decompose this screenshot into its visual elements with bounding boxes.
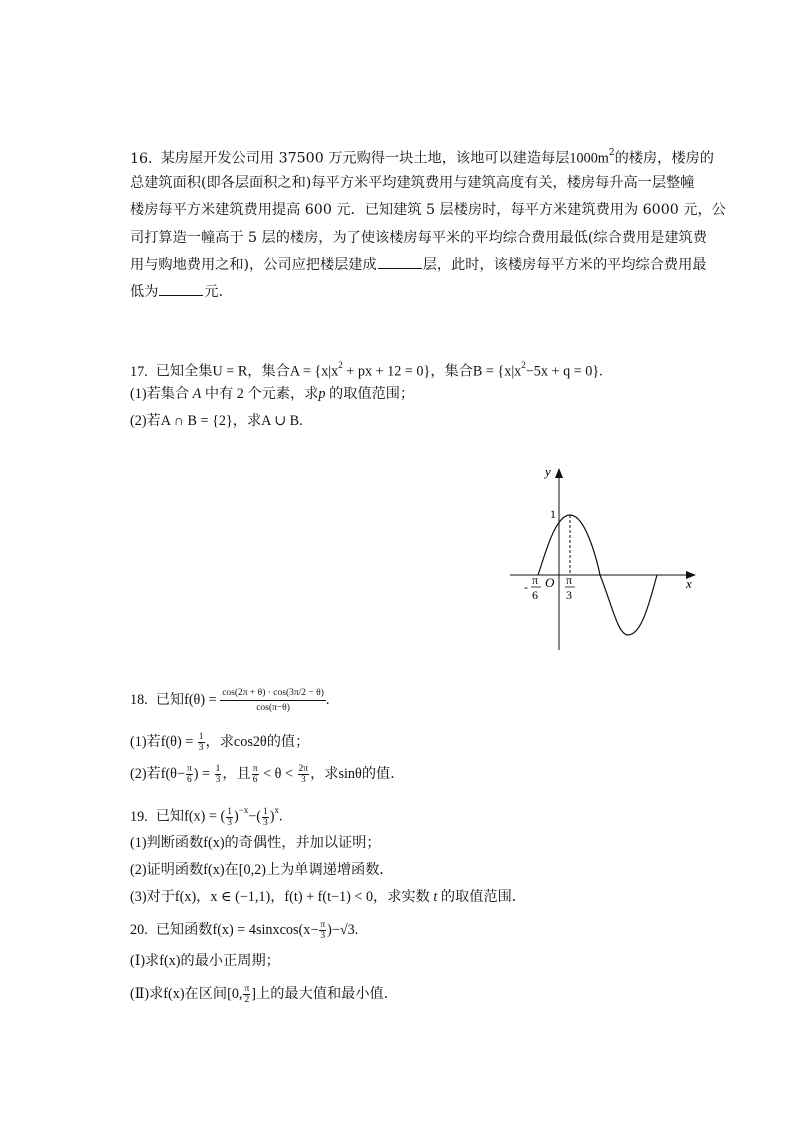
f-theta-fraction: $\frac{\cos(2\pi + \theta) \cdot \cos(3\pi/2 - \theta)}{\cos(\pi-\theta)}$ [222,688,324,714]
q17-line-3: (2)若A ∩ B = {2}，求A ∪ B. [130,413,303,429]
y-axis-label: y [545,464,551,479]
q19-line-3: (2)证明函数f(x)在[0,2)上为单调递增函数． [130,862,394,878]
q20-line-3: (Ⅱ)求f(x)在区间[0, $\frac{\pi}{2}$ ]上的最大值和最小值． [130,984,398,1006]
q18-line-2: (1)若f(θ) = $\frac{1}{3}$ ，求cos2θ的值； [130,732,310,754]
q18-line-1: 18. 已知f(θ) = $\frac{\cos(2\pi + \theta) \cdot \cos(3\pi/2 - \theta)}{\cos(\pi-\theta)}$ . [130,688,330,714]
q20-line-1: 20. 已知函数f(x) = 4sinxcos(x− $\frac{\pi}{3}$ )−√3. [130,920,359,942]
q18-number: 18. [130,692,148,708]
origin-label: O [545,575,555,590]
answer-blank-cost[interactable] [159,283,203,296]
neg-pi-numerator: π [532,573,539,587]
one-label: 1 [550,507,556,521]
neg-sign: - [524,580,528,594]
q16-line-4: 司打算造一幢高于 5 层的楼房，为了使该楼房每平米的平均综合费用最低(综合费用是建筑费 [130,230,707,246]
q16-line-1: 16. 某房屋开发公司用 37500 万元购得一块土地，该地可以建造每层$1000m^2$的楼房，楼房的 [130,148,714,167]
q16-line-6: 低为 元． [130,284,233,300]
q16-number: 16. [130,150,153,167]
q19-line-4: (3)对于f(x)，x ∈ (−1,1)，f(t) + f(t−1) < 0，求实数 t 的取值范围． [130,889,526,905]
q20-line-2: (Ⅰ)求f(x)的最小正周期； [130,953,280,969]
q20-number: 20. [130,922,148,938]
y-axis-arrow-icon [555,468,563,478]
q19-line-2: (1)判断函数f(x)的奇偶性，并加以证明； [130,835,381,851]
pi-numerator: π [566,573,573,587]
q16-line-2: 总建筑面积(即各层面积之和)每平方米平均建筑费用与建筑高度有关，楼房每升高一层整幢 [130,175,695,191]
q19-line-1: 19. 已知f(x) = ( $\frac{1}{3}$ )$^{-x}$−( $\frac{1}{3}$ )$^x$. [130,805,283,828]
q16-line-5: 用与购地费用之和)，公司应把楼层建成 层，此时，该楼房每平方米的平均综合费用最 [130,257,707,273]
q17-line-2: (1)若集合 A 中有 2 个元素，求p 的取值范围； [130,386,415,402]
q18-line-3: (2)若f(θ− $\frac{\pi}{6}$ ) = $\frac{1}{3}$ ，且 $\frac{\pi}{6}$ < θ < $\frac{2\pi}{3}$ ，求sinθ的值． [130,764,405,786]
q17-number: 17. [130,363,148,380]
sine-graph [500,460,710,660]
pi-denominator: 3 [566,588,572,602]
q16-line-3: 楼房每平方米建筑费用提高 600 元．已知建筑 5 层楼房时，每平方米建筑费用为 6000 元，公 [130,202,726,218]
q17-line-1: 17. 已知全集U = R，集合$A = \{x|x^2$ + px + 12 = 0}，集合$B = \{x|x^2-5x + q = 0\}$. [130,360,603,380]
q19-number: 19. [130,808,148,825]
x-axis-label: x [686,576,692,591]
neg-pi-denominator: 6 [532,588,538,602]
answer-blank-floors[interactable] [378,256,422,269]
